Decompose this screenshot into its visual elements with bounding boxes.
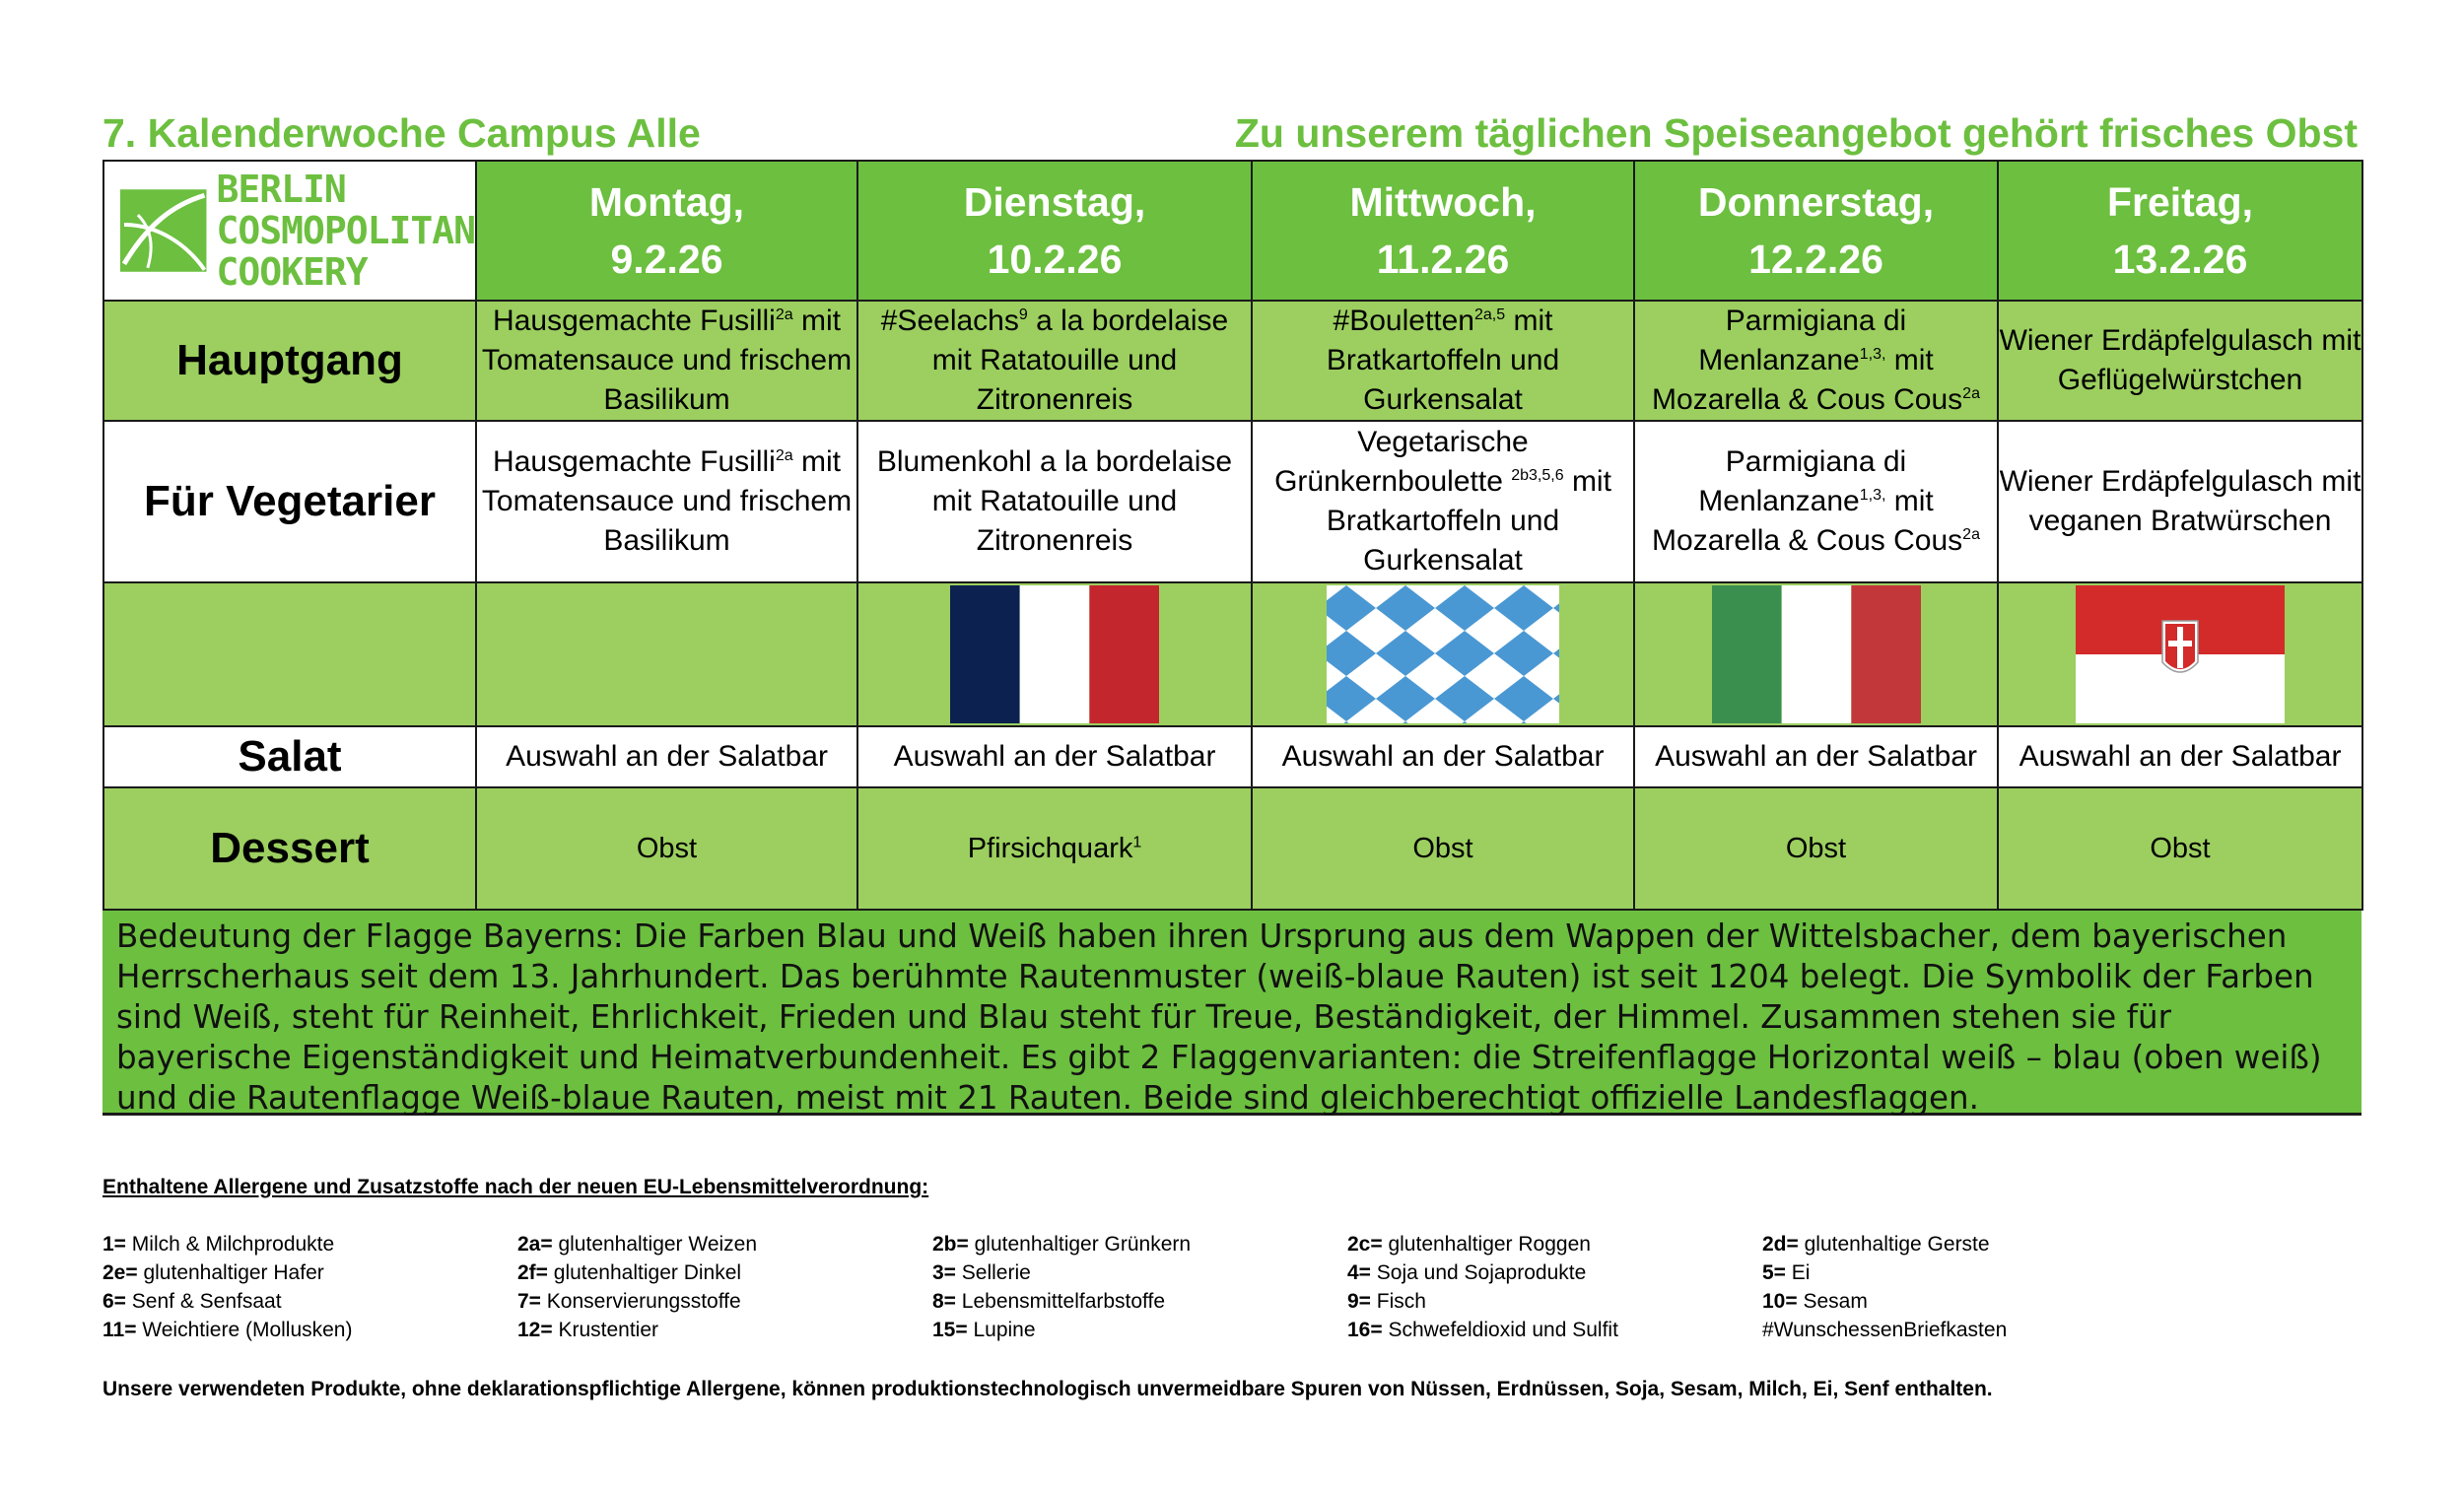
- menu-table: [103, 160, 2363, 911]
- logo-wordmark: BERLIN COSMOPOLITAN COOKERY: [216, 168, 475, 294]
- week-title: 7. Kalenderwoche Campus Alle: [103, 110, 701, 156]
- italy-flag-icon: [1712, 585, 1921, 723]
- france-flag-icon: [950, 585, 1159, 723]
- flag-row-label: [103, 582, 476, 726]
- day-header-tuesday: Dienstag, 10.2.26: [857, 161, 1252, 301]
- row-label-main: Hauptgang: [103, 301, 476, 421]
- allergen-item: 4= Soja und Sojaprodukte: [1347, 1261, 1587, 1284]
- main-dish-friday: Wiener Erdäpfelgulasch mit Geflügelwürstchen: [1998, 301, 2362, 421]
- allergen-item: 1= Milch & Milchprodukte: [103, 1233, 335, 1256]
- allergen-item: 12= Krustentier: [517, 1319, 659, 1341]
- allergen-item: 2f= glutenhaltiger Dinkel: [517, 1261, 742, 1284]
- row-label-vegetarian: Für Vegetarier: [103, 421, 476, 582]
- day-header-monday: Montag, 9.2.26: [476, 161, 857, 301]
- traces-disclaimer: Unsere verwendeten Produkte, ohne deklarationspflichtige Allergene, können produktionstechnologisch unvermeidbare Spuren von Nüssen, Erdnüssen, Soja, Sesam, Milch, Ei, Senf enthalten.: [103, 1378, 1993, 1400]
- veg-dish-monday: Hausgemachte Fusilli$^{2a}$ mit Tomatensauce und frischem Basilikum: [476, 421, 857, 582]
- flag-cell-friday: [1998, 582, 2362, 726]
- allergen-item: 15= Lupine: [932, 1319, 1036, 1341]
- dessert-friday: Obst: [1998, 787, 2362, 910]
- salad-thursday: Auswahl an der Salatbar: [1634, 726, 1998, 787]
- flag-cell-tuesday: [857, 582, 1252, 726]
- allergen-item: 2a= glutenhaltiger Weizen: [517, 1233, 758, 1256]
- allergen-item: 2e= glutenhaltiger Hafer: [103, 1261, 324, 1284]
- salad-tuesday: Auswahl an der Salatbar: [857, 726, 1252, 787]
- allergen-item: 16= Schwefeldioxid und Sulfit: [1347, 1319, 1618, 1341]
- allergen-item: 2c= glutenhaltiger Roggen: [1347, 1233, 1591, 1256]
- salad-friday: Auswahl an der Salatbar: [1998, 726, 2362, 787]
- salad-monday: Auswahl an der Salatbar: [476, 726, 857, 787]
- allergen-item: #WunschessenBriefkasten: [1762, 1319, 2008, 1341]
- veg-dish-wednesday: Vegetarische Grünkernboulette $^{2b3,5,6}$ mit Bratkartoffeln und Gurkensalat: [1252, 421, 1634, 582]
- veg-dish-tuesday: Blumenkohl a la bordelaise mit Ratatouille und Zitronenreis: [857, 421, 1252, 582]
- logo-cell: [103, 161, 476, 301]
- vienna-flag-icon: [2076, 585, 2285, 723]
- logo-leaf-icon: [118, 185, 208, 276]
- flag-cell-monday: [476, 582, 857, 726]
- main-dish-wednesday: #Bouletten$^{2a,5}$ mit Bratkartoffeln und Gurkensalat: [1252, 301, 1634, 421]
- row-label-salad: Salat: [103, 726, 476, 787]
- day-header-wednesday: Mittwoch, 11.2.26: [1252, 161, 1634, 301]
- flag-cell-wednesday: [1252, 582, 1634, 726]
- bavaria-flag-icon: [1327, 585, 1559, 723]
- allergen-item: 6= Senf & Senfsaat: [103, 1290, 282, 1313]
- day-header-friday: Freitag, 13.2.26: [1998, 161, 2362, 301]
- dessert-wednesday: Obst: [1252, 787, 1634, 910]
- fruit-note: Zu unserem täglichen Speiseangebot gehört frisches Obst: [1234, 110, 2358, 156]
- dessert-monday: Obst: [476, 787, 857, 910]
- row-label-dessert: Dessert: [103, 787, 476, 910]
- allergen-item: 7= Konservierungsstoffe: [517, 1290, 741, 1313]
- main-dish-tuesday: #Seelachs$^9$ a la bordelaise mit Ratatouille und Zitronenreis: [857, 301, 1252, 421]
- allergen-item: 2b= glutenhaltiger Grünkern: [932, 1233, 1192, 1256]
- bavaria-flag-info: Bedeutung der Flagge Bayerns: Die Farben Blau und Weiß haben ihren Ursprung aus dem Wappen der Wittelsbacher, dem bayerischen Herrscherhaus seit dem 13. Jahrhundert. Das berühmte Rautenmuster (weiß-blaue Rauten) ist seit 1204 belegt. Die Symbolik der Farben sind Weiß, steht für Reinheit, Ehrlichkeit, Frieden und Blau steht für Treue, Beständigkeit, der Himmel. Zusammen stehen sie für bayerische Eigenständigkeit und Heimatverbundenheit. Es gibt 2 Flaggenvarianten: die Streifenflagge Horizontal weiß – blau (oben weiß) und die Rautenflagge Weiß-blaue Rauten, meist mit 21 Rauten. Beide sind gleichberechtigt offizielle Landesflaggen.: [103, 909, 2361, 1116]
- veg-dish-thursday: Parmigiana di Menlanzane$^{1,3,}$ mit Mozarella & Cous Cous$^{2a}$: [1634, 421, 1998, 582]
- allergens-title: Enthaltene Allergene und Zusatzstoffe nach der neuen EU-Lebensmittelverordnung:: [103, 1176, 929, 1198]
- allergen-item: 8= Lebensmittelfarbstoffe: [932, 1290, 1166, 1313]
- main-dish-thursday: Parmigiana di Menlanzane$^{1,3,}$ mit Mozarella & Cous Cous$^{2a}$: [1634, 301, 1998, 421]
- allergen-item: 9= Fisch: [1347, 1290, 1426, 1313]
- allergen-item: 5= Ei: [1762, 1261, 1811, 1284]
- allergen-item: 3= Sellerie: [932, 1261, 1031, 1284]
- allergen-item: 10= Sesam: [1762, 1290, 1868, 1313]
- flag-cell-thursday: [1634, 582, 1998, 726]
- dessert-tuesday: Pfirsichquark$^1$: [857, 787, 1252, 910]
- day-header-thursday: Donnerstag, 12.2.26: [1634, 161, 1998, 301]
- dessert-thursday: Obst: [1634, 787, 1998, 910]
- allergen-item: 2d= glutenhaltige Gerste: [1762, 1233, 1990, 1256]
- allergens-list: [103, 1232, 2172, 1343]
- veg-dish-friday: Wiener Erdäpfelgulasch mit veganen Bratwürschen: [1998, 421, 2362, 582]
- allergen-item: 11= Weichtiere (Mollusken): [103, 1319, 353, 1341]
- main-dish-monday: Hausgemachte Fusilli$^{2a}$ mit Tomatensauce und frischem Basilikum: [476, 301, 857, 421]
- salad-wednesday: Auswahl an der Salatbar: [1252, 726, 1634, 787]
